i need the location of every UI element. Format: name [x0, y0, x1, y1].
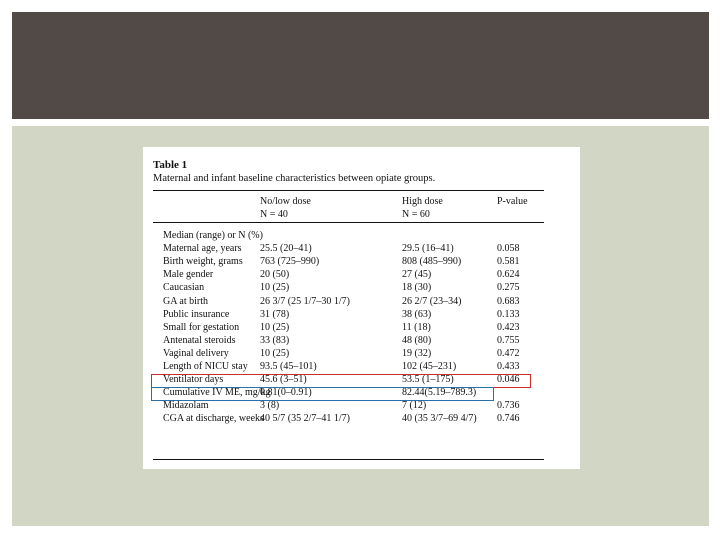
ventilator-days-highlight	[151, 374, 531, 388]
row-pvalue: 0.581	[497, 256, 520, 268]
row-group1-value: 31 (78)	[260, 308, 290, 320]
row-label: Male gender	[163, 269, 214, 281]
table-row	[143, 334, 580, 347]
row-label: Median (range) or N (%)	[163, 230, 263, 241]
row-pvalue: 0.755	[497, 334, 520, 346]
table-caption: Maternal and infant baseline characteristics between opiate groups.	[153, 173, 436, 184]
row-group2-value: 18 (30)	[402, 282, 432, 294]
row-pvalue: 0.433	[497, 361, 520, 372]
title-band	[12, 12, 709, 119]
table-row	[143, 412, 580, 425]
row-group1-value: 10 (25)	[260, 282, 290, 294]
table-title: Table 1	[153, 159, 188, 171]
row-group1-value: 20 (50)	[260, 269, 290, 281]
table-row	[143, 295, 580, 308]
row-group1-value: 3 (8)	[260, 400, 280, 412]
row-label: Ventilator days	[163, 374, 224, 386]
row-label: Length of NICU stay	[163, 361, 248, 372]
table-row	[143, 242, 580, 255]
row-group2-value: 40 (35 3/7–69 4/7)	[402, 413, 477, 425]
row-label: Antenatal steroids	[163, 334, 236, 346]
table-header-rule	[153, 222, 544, 223]
header-group1-n: N = 40	[260, 209, 288, 220]
row-group2-value: 53.5 (1–175)	[402, 374, 454, 386]
row-label: Maternal age, years	[163, 243, 242, 255]
row-pvalue: 0.683	[497, 295, 520, 307]
row-group1-value: 25.5 (20–41)	[260, 243, 312, 255]
row-label: Midazolam	[163, 400, 209, 412]
row-group1-value: 40 5/7 (35 2/7–41 1/7)	[260, 413, 350, 425]
row-label: Caucasian	[163, 282, 205, 294]
row-group2-value: 48 (80)	[402, 334, 432, 346]
row-label: Birth weight, grams	[163, 256, 243, 268]
row-pvalue: 0.275	[497, 282, 520, 294]
row-group1-value: 10 (25)	[260, 347, 290, 359]
row-group2-value: 7 (12)	[402, 400, 427, 412]
row-pvalue: 0.746	[497, 413, 520, 425]
row-group2-value: 38 (63)	[402, 308, 432, 320]
table-row	[143, 347, 580, 360]
row-group1-value: 26 3/7 (25 1/7–30 1/7)	[260, 295, 350, 307]
row-group2-value: 27 (45)	[402, 269, 432, 281]
row-pvalue: 0.058	[497, 243, 520, 255]
table-row	[143, 321, 580, 334]
table-row	[143, 360, 580, 373]
table-row	[143, 308, 580, 321]
row-pvalue: 0.046	[497, 374, 520, 386]
row-pvalue: 0.624	[497, 269, 520, 281]
header-group1: No/low dose	[260, 196, 311, 207]
row-group2-value: 82.44(5.19–789.3)	[402, 387, 477, 399]
row-label: Small for gestation	[163, 321, 240, 333]
row-pvalue: 0.133	[497, 308, 520, 320]
row-group1-value: 763 (725–990)	[260, 256, 320, 268]
row-pvalue: 0.736	[497, 400, 520, 412]
row-group1-value: 0.81(0–0.91)	[260, 387, 312, 399]
header-group2-n: N = 60	[402, 209, 430, 220]
row-group1-value: 45.6 (3–51)	[260, 374, 307, 386]
row-group2-value: 808 (485–990)	[402, 256, 462, 268]
table-image	[143, 147, 580, 469]
table-row	[143, 399, 580, 412]
row-pvalue: 0.423	[497, 321, 520, 333]
row-group2-value: 26 2/7 (23–34)	[402, 295, 462, 307]
table-row	[143, 255, 580, 268]
row-pvalue: 0.472	[497, 347, 520, 359]
table-row	[143, 281, 580, 294]
cumulative-iv-me-highlight	[151, 387, 494, 401]
row-label: CGA at discharge, weeks	[163, 413, 264, 425]
row-group1-value: 33 (83)	[260, 334, 290, 346]
row-group1-value: 93.5 (45–101)	[260, 361, 317, 372]
row-label: Vaginal delivery	[163, 347, 229, 359]
table-bottom-rule	[153, 459, 544, 460]
row-group2-value: 19 (32)	[402, 347, 432, 359]
row-label: Cumulative IV ME, mg/kg	[163, 387, 271, 399]
row-label: GA at birth	[163, 295, 208, 307]
table-row	[143, 268, 580, 281]
table-row	[143, 229, 580, 242]
header-pvalue: P-value	[497, 196, 528, 207]
header-group2: High dose	[402, 196, 443, 207]
row-group2-value: 11 (18)	[402, 321, 431, 333]
table-top-rule	[153, 190, 544, 191]
row-group2-value: 29.5 (16–41)	[402, 243, 454, 255]
row-group1-value: 10 (25)	[260, 321, 290, 333]
row-label: Public insurance	[163, 308, 230, 320]
row-group2-value: 102 (45–231)	[402, 361, 457, 372]
